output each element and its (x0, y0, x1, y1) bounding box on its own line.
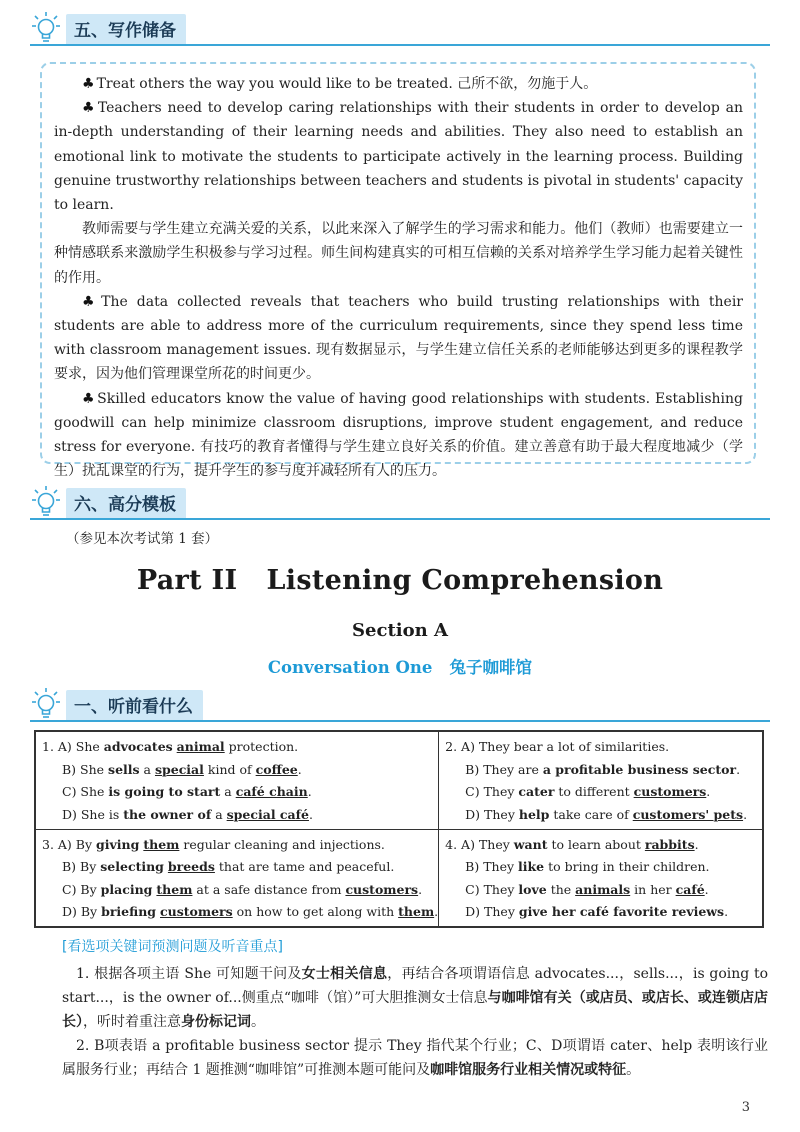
option-line (445, 759, 762, 782)
text-segment: . (694, 836, 699, 852)
options-table (34, 730, 764, 928)
text-segment: to learn about (547, 836, 645, 852)
text-segment: 。 (626, 1062, 641, 1078)
text-segment: advocates (103, 739, 173, 754)
text-segment: 3. A) By (42, 836, 96, 852)
analysis-paragraph (62, 962, 768, 1034)
conversation-title: Conversation One 兔子咖啡馆 (267, 658, 533, 677)
section-title: 一、听前看什么 (66, 690, 203, 720)
option-line (42, 781, 438, 804)
text-segment: help (518, 806, 550, 822)
text-segment: at a safe distance from (192, 881, 346, 897)
club-icon: ♣ (82, 76, 95, 92)
part-title: Part II Listening Comprehension (136, 565, 664, 596)
text-segment: take care of (549, 806, 633, 822)
text-segment: a profitable business sector (542, 761, 737, 777)
option-line (42, 759, 438, 782)
text-segment: café chain (235, 784, 308, 800)
text-segment: customers (633, 784, 707, 800)
text-segment: 女士相关信息 (301, 966, 388, 982)
text-segment: a (139, 761, 155, 777)
question-cell (35, 731, 439, 829)
option-line (445, 834, 762, 857)
text-segment: . (736, 761, 741, 777)
text-segment: to bring in their children. (544, 859, 710, 875)
text-segment: C) She (62, 784, 109, 800)
text-segment: D) They (465, 904, 519, 920)
page-number: 3 (741, 1100, 750, 1115)
text-segment: protection. (224, 739, 299, 754)
text-segment: 2. A) They bear a lot of similarities. (445, 739, 670, 754)
text-segment: . (706, 784, 711, 800)
tip-paragraph: ♣ Teachers need to develop caring relationships with their students in order to develop an in-depth understanding of their learning needs and abilities. They also need to establish an emotional link to motivate the students to participate actively in the learning process. Building genuine trustworthy relationships between teachers and students is pivotal in students' capacity to learn. (54, 100, 743, 214)
lightbulb-icon (30, 484, 62, 518)
text-segment: D) She is (62, 806, 124, 822)
text-segment: ，再结合各项谓语信息 advocates...，sells...，is going to start...，is the owner of...侧重点“咖啡（馆）”可大胆推测女士信息 (62, 966, 768, 1006)
text-segment: a (211, 806, 227, 822)
text-segment: customers' pets (632, 806, 744, 822)
option-line (42, 834, 438, 857)
text-segment: D) They (465, 806, 519, 822)
text-segment: D) By (62, 904, 102, 920)
text-segment: selecting (100, 859, 164, 875)
text-segment: 。 (251, 1014, 265, 1030)
section-title: 五、写作储备 (66, 14, 186, 44)
writing-tips-box (40, 62, 756, 480)
text-segment: in her (630, 881, 676, 897)
section-title-a: Section A (352, 620, 448, 641)
text-segment: animal (176, 739, 225, 754)
option-line (42, 856, 438, 879)
text-segment: regular cleaning and injections. (179, 836, 385, 852)
option-line (445, 879, 762, 902)
text-segment: 1. A) She (42, 739, 104, 754)
text-segment: breeds (167, 859, 215, 875)
text-segment: love (518, 881, 547, 897)
text-segment: that are tame and peaceful. (214, 859, 395, 875)
text-segment: B) By (62, 859, 101, 875)
text-segment: to different (554, 784, 634, 800)
section-header-preview (30, 686, 770, 722)
text-segment: C) They (465, 784, 519, 800)
text-segment: . (418, 881, 423, 897)
option-line (445, 901, 762, 924)
section-title: 六、高分模板 (66, 488, 186, 518)
text-segment: cater (518, 784, 555, 800)
text-segment: the (546, 881, 576, 897)
text-segment: want (513, 836, 548, 852)
text-segment: C) By (62, 881, 101, 897)
text-segment: give her café favorite reviews (518, 904, 725, 920)
question-cell (439, 829, 763, 927)
text-segment: giving (96, 836, 140, 852)
text-segment: 身份标记词 (181, 1014, 251, 1030)
option-line (445, 804, 762, 827)
text-segment: . (307, 784, 312, 800)
text-segment: the owner of (123, 806, 212, 822)
text-segment: kind of (203, 761, 256, 777)
text-segment: sells (108, 761, 140, 777)
option-line (42, 879, 438, 902)
text-segment: special café (226, 806, 309, 822)
text-segment: C) They (465, 881, 519, 897)
text-segment: . (743, 806, 748, 822)
question-cell (35, 829, 439, 927)
text-segment: . (704, 881, 709, 897)
text-segment: . (724, 904, 729, 920)
text-segment: a (220, 784, 236, 800)
text-segment: B) They (465, 859, 519, 875)
option-line (42, 804, 438, 827)
tip-paragraph: ♣ The data collected reveals that teachers who build trusting relationships with their students are able to address more of the curriculum requirements, since they spend less time with classroom management issues. 现有数据显示，与学生建立信任关系的老师能够达到更多的课程教学要求，因为他们管理课堂所花的时间更少。 (54, 293, 743, 383)
text-segment: animals (575, 881, 631, 897)
text-segment: . (308, 806, 313, 822)
tip-translation: 教师需要与学生建立充满关爱的关系，以此来深入了解学生的学习需求和能力。他们（教师）也需要建立一种情感联系来激励学生积极参与学习过程。师生间构建真实的可相互信赖的关系对培养学生学习能力起着关键性的作用。 (54, 221, 743, 286)
section-header-template (30, 484, 770, 520)
club-icon: ♣ (82, 293, 100, 310)
text-segment: ，听时着重注意 (83, 1014, 181, 1030)
text-segment: them (398, 904, 435, 920)
text-segment: customers (345, 881, 419, 897)
text-segment: café (675, 881, 705, 897)
prediction-label: [看选项关键词预测问题及听音重点] (62, 939, 283, 955)
section-header-writing (30, 10, 770, 46)
option-line (42, 736, 438, 759)
option-line (42, 901, 438, 924)
text-segment: customers (160, 904, 233, 920)
text-segment: briefing (101, 904, 157, 920)
text-segment: rabbits (644, 836, 695, 852)
option-line (445, 781, 762, 804)
tip-paragraph: ♣ Treat others the way you would like to be treated. 己所不欲，勿施于人。 (82, 76, 598, 92)
reference-note: （参见本次考试第 1 套） (66, 531, 219, 547)
text-segment: 4. A) They (445, 836, 514, 852)
club-icon: ♣ (82, 390, 96, 407)
text-segment: placing (100, 881, 153, 897)
text-segment: 咖啡馆服务行业相关情况或特征 (430, 1062, 627, 1078)
option-line (445, 736, 762, 759)
text-segment: is going to start (108, 784, 221, 800)
text-segment: like (518, 859, 545, 875)
text-segment: . (297, 761, 302, 777)
text-segment: B) They are (465, 761, 543, 777)
tip-paragraph: ♣ Skilled educators know the value of having good relationships with students. Establishing goodwill can help minimize classroom disruptions, improve student engagement, and reduce stress for everyone. 有技巧的教育者懂得与学生建立良好关系的价值。建立善意有助于最大程度地减少（学生）扰乱课堂的行为，提升学生的参与度并减轻所有人的压力。 (54, 390, 743, 480)
question-cell (439, 731, 763, 829)
text-segment: 与咖啡馆有关（或店员、或店长、或连锁店店长） (62, 990, 768, 1030)
text-segment: 1. 根据各项主语 She 可知题干问及 (76, 966, 302, 982)
analysis-paragraph (62, 1034, 768, 1082)
lightbulb-icon (30, 686, 62, 720)
club-icon: ♣ (82, 100, 96, 117)
lightbulb-icon (30, 10, 62, 44)
text-segment: B) She (62, 761, 109, 777)
text-segment: on how to get along with (232, 904, 399, 920)
text-segment: special (154, 761, 204, 777)
text-segment: them (156, 881, 193, 897)
text-segment: them (143, 836, 180, 852)
text-segment: 2. B项表语 a profitable business sector 提示 They 指代某个行业；C、D项谓语 cater、help 表明该行业属服务行业；再结合 1 题推测“咖啡馆”可推测本题可能问及 (62, 1038, 768, 1078)
text-segment: coffee (255, 761, 298, 777)
text-segment: . (434, 904, 439, 920)
option-line (445, 856, 762, 879)
